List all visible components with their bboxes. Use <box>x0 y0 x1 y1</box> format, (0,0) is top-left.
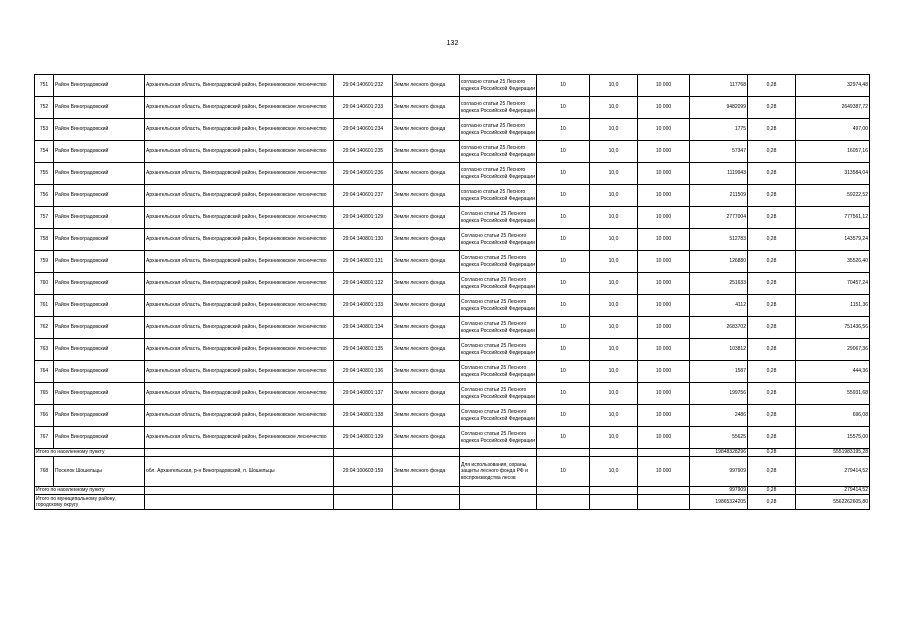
rate-cell: 0,28 <box>748 339 796 361</box>
value-1-cell: 10 <box>537 457 590 487</box>
value-2-cell: 10,0 <box>590 317 638 339</box>
empty-cell <box>334 495 393 510</box>
empty-cell <box>334 449 393 457</box>
value-1-cell: 10 <box>537 97 590 119</box>
row-number: 760 <box>35 273 54 295</box>
value-1-cell: 10 <box>537 295 590 317</box>
value-2-cell: 10,0 <box>590 185 638 207</box>
total-row <box>35 449 870 457</box>
empty-cell <box>393 487 460 495</box>
area-cell: 251633 <box>690 273 748 295</box>
value-2-cell: 10,0 <box>590 229 638 251</box>
area-cell: 126880 <box>690 251 748 273</box>
page-number: 132 <box>446 40 459 47</box>
empty-cell <box>638 449 690 457</box>
rate-cell: 0,28 <box>748 383 796 405</box>
basis-cell: согласно статьи 25 Лесного кодекса Российской Федерации <box>460 141 537 163</box>
value-1-cell: 10 <box>537 163 590 185</box>
municipality-cell: Район Виноградовский <box>54 427 145 449</box>
rate-cell: 0,28 <box>748 97 796 119</box>
cadastral-number-cell: 29:04:140801:136 <box>334 361 393 383</box>
value-3-cell: 10 000 <box>638 457 690 487</box>
municipality-cell: Поселок Шошельцы <box>54 457 145 487</box>
sum-cell: 55931,68 <box>796 383 870 405</box>
land-category-cell: Земли лесного фонда <box>393 273 460 295</box>
value-1-cell: 10 <box>537 75 590 97</box>
empty-cell <box>145 449 334 457</box>
value-3-cell: 10 000 <box>638 185 690 207</box>
municipality-cell: Район Виноградовский <box>54 251 145 273</box>
sum-cell: 16057,16 <box>796 141 870 163</box>
rate-cell: 0,28 <box>748 361 796 383</box>
sum-cell: 313584,04 <box>796 163 870 185</box>
value-3-cell: 10 000 <box>638 97 690 119</box>
row-number: 754 <box>35 141 54 163</box>
value-1-cell: 10 <box>537 339 590 361</box>
address-cell: Архангельская область, Виноградовский район, Березниковское лесничество <box>145 361 334 383</box>
cadastral-number-cell: 29:04:140601:237 <box>334 185 393 207</box>
value-1-cell: 10 <box>537 427 590 449</box>
cadastral-number-cell: 29:04:100603:159 <box>334 457 393 487</box>
cadastral-number-cell: 29:04:140801:131 <box>334 251 393 273</box>
municipality-cell: Район Виноградовский <box>54 229 145 251</box>
rate-cell: 0,28 <box>748 427 796 449</box>
cadastral-number-cell: 29:04:140601:236 <box>334 163 393 185</box>
total-rate: 0,28 <box>748 487 796 495</box>
value-2-cell: 10,0 <box>590 383 638 405</box>
area-cell: 512783 <box>690 229 748 251</box>
empty-cell <box>590 449 638 457</box>
row-number: 752 <box>35 97 54 119</box>
rate-cell: 0,28 <box>748 457 796 487</box>
address-cell: Архангельская область, Виноградовский район, Березниковское лесничество <box>145 273 334 295</box>
row-number: 767 <box>35 427 54 449</box>
row-number: 757 <box>35 207 54 229</box>
row-number: 763 <box>35 339 54 361</box>
row-number: 755 <box>35 163 54 185</box>
empty-cell <box>393 449 460 457</box>
area-cell: 57347 <box>690 141 748 163</box>
area-cell: 2486 <box>690 405 748 427</box>
row-number: 762 <box>35 317 54 339</box>
value-1-cell: 10 <box>537 141 590 163</box>
row-number: 759 <box>35 251 54 273</box>
address-cell: Архангельская область, Виноградовский район, Березниковское лесничество <box>145 185 334 207</box>
rate-cell: 0,28 <box>748 251 796 273</box>
basis-cell: Для использования, охраны, защиты лесного фонда РФ и воспроизводства лесов <box>460 457 537 487</box>
table-row <box>35 229 870 251</box>
address-cell: Архангельская область, Виноградовский район, Березниковское лесничество <box>145 251 334 273</box>
basis-cell: Согласно статьи 25 Лесного кодекса Российской Федерации <box>460 317 537 339</box>
total-area: 997909 <box>690 487 748 495</box>
row-number: 753 <box>35 119 54 141</box>
empty-cell <box>638 487 690 495</box>
basis-cell: Согласно статьи 25 Лесного кодекса Российской Федерации <box>460 383 537 405</box>
area-cell: 2683702 <box>690 317 748 339</box>
value-2-cell: 10,0 <box>590 457 638 487</box>
municipality-cell: Район Виноградовский <box>54 339 145 361</box>
area-cell: 2777004 <box>690 207 748 229</box>
value-1-cell: 10 <box>537 383 590 405</box>
land-category-cell: Земли лесного фонда <box>393 405 460 427</box>
area-cell: 4112 <box>690 295 748 317</box>
table-row <box>35 119 870 141</box>
land-category-cell: Земли лесного фонда <box>393 141 460 163</box>
empty-cell <box>537 449 590 457</box>
value-3-cell: 10 000 <box>638 339 690 361</box>
value-1-cell: 10 <box>537 405 590 427</box>
value-3-cell: 10 000 <box>638 273 690 295</box>
value-1-cell: 10 <box>537 185 590 207</box>
land-category-cell: Земли лесного фонда <box>393 229 460 251</box>
basis-cell: согласно статьи 25 Лесного кодекса Российской Федерации <box>460 119 537 141</box>
value-2-cell: 10,0 <box>590 75 638 97</box>
cadastral-number-cell: 29:04:140801:138 <box>334 405 393 427</box>
basis-cell: согласно статьи 25 Лесного кодекса Российской Федерации <box>460 75 537 97</box>
value-3-cell: 10 000 <box>638 361 690 383</box>
area-cell: 1775 <box>690 119 748 141</box>
empty-cell <box>334 487 393 495</box>
total-label: Итого по населенному пункту <box>35 449 145 457</box>
table-row <box>35 457 870 487</box>
empty-cell <box>393 495 460 510</box>
land-category-cell: Земли лесного фонда <box>393 295 460 317</box>
land-category-cell: Земли лесного фонда <box>393 317 460 339</box>
table-row <box>35 427 870 449</box>
empty-cell <box>460 495 537 510</box>
row-number: 768 <box>35 457 54 487</box>
value-3-cell: 10 000 <box>638 207 690 229</box>
value-2-cell: 10,0 <box>590 295 638 317</box>
area-cell: 1587 <box>690 361 748 383</box>
table-row <box>35 295 870 317</box>
value-2-cell: 10,0 <box>590 119 638 141</box>
sum-cell: 279414,52 <box>796 457 870 487</box>
address-cell: Архангельская область, Виноградовский район, Березниковское лесничество <box>145 405 334 427</box>
basis-cell: Согласно статьи 25 Лесного кодекса Российской Федерации <box>460 273 537 295</box>
value-1-cell: 10 <box>537 361 590 383</box>
basis-cell: Согласно статьи 25 Лесного кодекса Российской Федерации <box>460 207 537 229</box>
total-rate: 0,28 <box>748 449 796 457</box>
empty-cell <box>145 495 334 510</box>
basis-cell: Согласно статьи 25 Лесного кодекса Российской Федерации <box>460 405 537 427</box>
land-category-cell: Земли лесного фонда <box>393 185 460 207</box>
table-row <box>35 383 870 405</box>
address-cell: Архангельская область, Виноградовский район, Березниковское лесничество <box>145 427 334 449</box>
address-cell: Архангельская область, Виноградовский район, Березниковское лесничество <box>145 339 334 361</box>
area-cell: 997909 <box>690 457 748 487</box>
area-cell: 117768 <box>690 75 748 97</box>
address-cell: Архангельская область, Виноградовский район, Березниковское лесничество <box>145 163 334 185</box>
value-3-cell: 10 000 <box>638 427 690 449</box>
municipality-cell: Район Виноградовский <box>54 75 145 97</box>
empty-cell <box>537 487 590 495</box>
empty-cell <box>460 449 537 457</box>
table-row <box>35 273 870 295</box>
cadastral-number-cell: 29:04:140601:233 <box>334 97 393 119</box>
land-category-cell: Земли лесного фонда <box>393 75 460 97</box>
table-row <box>35 317 870 339</box>
table-row <box>35 185 870 207</box>
area-cell: 9482099 <box>690 97 748 119</box>
basis-cell: согласно статьи 25 Лесного кодекса Российской Федерации <box>460 163 537 185</box>
value-1-cell: 10 <box>537 207 590 229</box>
sum-cell: 35526,40 <box>796 251 870 273</box>
empty-cell <box>537 495 590 510</box>
cadastral-number-cell: 29:04:140801:134 <box>334 317 393 339</box>
land-registry-table <box>34 74 870 510</box>
cadastral-number-cell: 29:04:140801:139 <box>334 427 393 449</box>
municipality-cell: Район Виноградовский <box>54 361 145 383</box>
municipality-cell: Район Виноградовский <box>54 317 145 339</box>
cadastral-number-cell: 29:04:140801:135 <box>334 339 393 361</box>
value-2-cell: 10,0 <box>590 361 638 383</box>
value-1-cell: 10 <box>537 273 590 295</box>
sum-cell: 143579,24 <box>796 229 870 251</box>
value-2-cell: 10,0 <box>590 163 638 185</box>
value-2-cell: 10,0 <box>590 405 638 427</box>
cadastral-number-cell: 29:04:140601:235 <box>334 141 393 163</box>
rate-cell: 0,28 <box>748 185 796 207</box>
sum-cell: 70457,24 <box>796 273 870 295</box>
basis-cell: Согласно статьи 25 Лесного кодекса Российской Федерации <box>460 295 537 317</box>
total-row <box>35 495 870 510</box>
address-cell: Архангельская область, Виноградовский район, Березниковское лесничество <box>145 75 334 97</box>
value-3-cell: 10 000 <box>638 229 690 251</box>
sum-cell: 444,36 <box>796 361 870 383</box>
row-number: 758 <box>35 229 54 251</box>
land-category-cell: Земли лесного фонда <box>393 207 460 229</box>
rate-cell: 0,28 <box>748 405 796 427</box>
land-category-cell: Земли лесного фонда <box>393 97 460 119</box>
basis-cell: Согласно статьи 25 Лесного кодекса Российской Федерации <box>460 361 537 383</box>
sum-cell: 32974,48 <box>796 75 870 97</box>
address-cell: Архангельская область, Виноградовский район, Березниковское лесничество <box>145 383 334 405</box>
empty-cell <box>638 495 690 510</box>
value-3-cell: 10 000 <box>638 295 690 317</box>
value-3-cell: 10 000 <box>638 163 690 185</box>
land-category-cell: Земли лесного фонда <box>393 427 460 449</box>
value-3-cell: 10 000 <box>638 75 690 97</box>
sum-cell: 751436,56 <box>796 317 870 339</box>
cadastral-number-cell: 29:04:140801:130 <box>334 229 393 251</box>
land-category-cell: Земли лесного фонда <box>393 361 460 383</box>
total-sum: 5551983195,28 <box>796 449 870 457</box>
municipality-cell: Район Виноградовский <box>54 383 145 405</box>
cadastral-number-cell: 29:04:140601:234 <box>334 119 393 141</box>
municipality-cell: Район Виноградовский <box>54 273 145 295</box>
value-2-cell: 10,0 <box>590 207 638 229</box>
sum-cell: 777561,12 <box>796 207 870 229</box>
value-1-cell: 10 <box>537 251 590 273</box>
cadastral-number-cell: 29:04:140601:232 <box>334 75 393 97</box>
total-label: Итого по муниципальному району, городскому округу <box>35 495 145 510</box>
total-label: Итого по населенному пункту <box>35 487 145 495</box>
municipality-cell: Район Виноградовский <box>54 295 145 317</box>
row-number: 761 <box>35 295 54 317</box>
area-cell: 55625 <box>690 427 748 449</box>
land-category-cell: Земли лесного фонда <box>393 339 460 361</box>
value-3-cell: 10 000 <box>638 251 690 273</box>
address-cell: обл. Архангельская, р-н Виноградовский, п. Шошельцы <box>145 457 334 487</box>
total-area: 19865324205 <box>690 495 748 510</box>
land-category-cell: Земли лесного фонда <box>393 163 460 185</box>
cadastral-number-cell: 29:04:140801:133 <box>334 295 393 317</box>
empty-cell <box>590 495 638 510</box>
value-1-cell: 10 <box>537 119 590 141</box>
address-cell: Архангельская область, Виноградовский район, Березниковское лесничество <box>145 141 334 163</box>
area-cell: 211509 <box>690 185 748 207</box>
table-row <box>35 141 870 163</box>
empty-cell <box>460 487 537 495</box>
land-category-cell: Земли лесного фонда <box>393 119 460 141</box>
rate-cell: 0,28 <box>748 295 796 317</box>
value-2-cell: 10,0 <box>590 97 638 119</box>
rate-cell: 0,28 <box>748 163 796 185</box>
area-cell: 199756 <box>690 383 748 405</box>
rate-cell: 0,28 <box>748 229 796 251</box>
municipality-cell: Район Виноградовский <box>54 405 145 427</box>
value-3-cell: 10 000 <box>638 119 690 141</box>
value-2-cell: 10,0 <box>590 141 638 163</box>
table-row <box>35 163 870 185</box>
value-2-cell: 10,0 <box>590 251 638 273</box>
value-1-cell: 10 <box>537 229 590 251</box>
address-cell: Архангельская область, Виноградовский район, Березниковское лесничество <box>145 229 334 251</box>
basis-cell: Согласно статьи 25 Лесного кодекса Российской Федерации <box>460 251 537 273</box>
rate-cell: 0,28 <box>748 75 796 97</box>
rate-cell: 0,28 <box>748 317 796 339</box>
municipality-cell: Район Виноградовский <box>54 163 145 185</box>
row-number: 765 <box>35 383 54 405</box>
value-1-cell: 10 <box>537 317 590 339</box>
basis-cell: Согласно статьи 25 Лесного кодекса Российской Федерации <box>460 339 537 361</box>
value-2-cell: 10,0 <box>590 273 638 295</box>
sum-cell: 15575,00 <box>796 427 870 449</box>
table-row <box>35 97 870 119</box>
total-sum: 279414,52 <box>796 487 870 495</box>
sum-cell: 696,08 <box>796 405 870 427</box>
row-number: 756 <box>35 185 54 207</box>
rate-cell: 0,28 <box>748 273 796 295</box>
address-cell: Архангельская область, Виноградовский район, Березниковское лесничество <box>145 295 334 317</box>
cadastral-number-cell: 29:04:140801:129 <box>334 207 393 229</box>
empty-cell <box>590 487 638 495</box>
address-cell: Архангельская область, Виноградовский район, Березниковское лесничество <box>145 97 334 119</box>
municipality-cell: Район Виноградовский <box>54 141 145 163</box>
sum-cell: 29067,36 <box>796 339 870 361</box>
sum-cell: 1151,36 <box>796 295 870 317</box>
total-row <box>35 487 870 495</box>
sum-cell: 497,00 <box>796 119 870 141</box>
cadastral-number-cell: 29:04:140801:137 <box>334 383 393 405</box>
value-3-cell: 10 000 <box>638 141 690 163</box>
value-2-cell: 10,0 <box>590 339 638 361</box>
land-category-cell: Земли лесного фонда <box>393 457 460 487</box>
table-row <box>35 361 870 383</box>
table-row <box>35 75 870 97</box>
address-cell: Архангельская область, Виноградовский район, Березниковское лесничество <box>145 207 334 229</box>
rate-cell: 0,28 <box>748 141 796 163</box>
table-row <box>35 339 870 361</box>
value-3-cell: 10 000 <box>638 317 690 339</box>
basis-cell: согласно статьи 25 Лесного кодекса Российской Федерации <box>460 97 537 119</box>
area-cell: 1119943 <box>690 163 748 185</box>
table-body <box>35 75 870 510</box>
rate-cell: 0,28 <box>748 207 796 229</box>
sum-cell: 2649387,72 <box>796 97 870 119</box>
row-number: 766 <box>35 405 54 427</box>
municipality-cell: Район Виноградовский <box>54 119 145 141</box>
sum-cell: 59222,52 <box>796 185 870 207</box>
value-3-cell: 10 000 <box>638 405 690 427</box>
address-cell: Архангельская область, Виноградовский район, Березниковское лесничество <box>145 317 334 339</box>
total-area: 19848328296 <box>690 449 748 457</box>
empty-cell <box>145 487 334 495</box>
value-3-cell: 10 000 <box>638 383 690 405</box>
cadastral-number-cell: 29:04:140801:132 <box>334 273 393 295</box>
rate-cell: 0,28 <box>748 119 796 141</box>
row-number: 764 <box>35 361 54 383</box>
municipality-cell: Район Виноградовский <box>54 185 145 207</box>
total-sum: 5562262605,80 <box>796 495 870 510</box>
value-2-cell: 10,0 <box>590 427 638 449</box>
address-cell: Архангельская область, Виноградовский район, Березниковское лесничество <box>145 119 334 141</box>
table-row <box>35 405 870 427</box>
total-rate: 0,28 <box>748 495 796 510</box>
table-row <box>35 207 870 229</box>
area-cell: 103812 <box>690 339 748 361</box>
basis-cell: Согласно статьи 25 Лесного кодекса Российской Федерации <box>460 229 537 251</box>
table-row <box>35 251 870 273</box>
municipality-cell: Район Виноградовский <box>54 207 145 229</box>
basis-cell: согласно статьи 25 Лесного кодекса Российской Федерации <box>460 185 537 207</box>
land-category-cell: Земли лесного фонда <box>393 383 460 405</box>
land-category-cell: Земли лесного фонда <box>393 251 460 273</box>
row-number: 751 <box>35 75 54 97</box>
basis-cell: Согласно статьи 25 Лесного кодекса Российской Федерации <box>460 427 537 449</box>
municipality-cell: Район Виноградовский <box>54 97 145 119</box>
